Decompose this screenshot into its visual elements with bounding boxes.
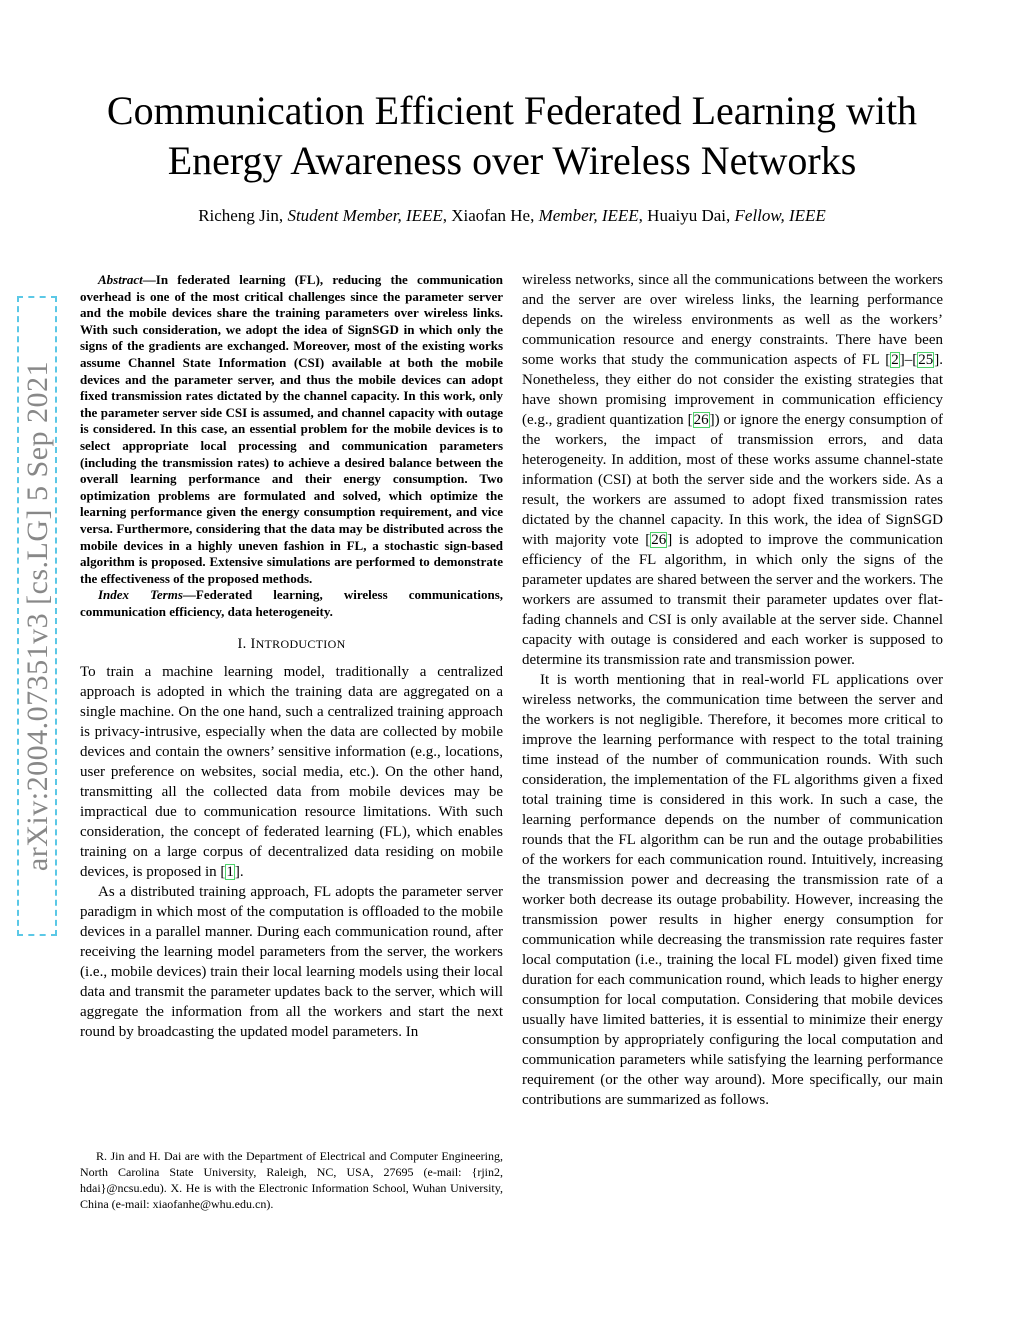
citation-range-dash: – [904, 352, 913, 368]
author-2-affiliation: Member, IEEE [538, 206, 639, 225]
section-title-rest: NTRODUCTION [255, 637, 346, 652]
paper-title [60, 86, 964, 186]
abstract-label: Abstract [98, 272, 143, 287]
author-1: Richeng Jin, [198, 206, 288, 225]
left-column [80, 272, 503, 1042]
intro-paragraph-1: To train a machine learning model, traditionally a centralized approach is adopted in which the training data are aggregated on a single machine. On the one hand, such a centralized training approach is privacy-intrusive, especially when the data are collected by mobile devices and contain the owners’ sensitive information (e.g., locations, user preference on websites, social media, etc.). On the other hand, transmitting all the collected data from mobile devices may be impractical due to communication resource limitations. With such consideration, the concept of federated learning (FL), which enables training on a large corpus of decentralized data residing on mobile devices, is proposed in [1]. [80, 664, 503, 881]
author-3: , Huaiyu Dai, [638, 206, 735, 225]
right-p1-text-c: ) or ignore the energy consumption of the workers, the impact of transmission errors, and data heterogeneity. In addition, most of these works assume channel-state information (CSI) at both the server side and the workers side. As a result, the workers are assumed to adopt fixed transmission rates dictated by the channel capacity. In this work, the idea of SignSGD with majority vote [522, 412, 943, 548]
citation-link[interactable]: 25 [918, 352, 934, 368]
author-1-affiliation: Student Member, IEEE [287, 206, 443, 225]
abstract [80, 272, 503, 587]
author-footnote: R. Jin and H. Dai are with the Department of Electrical and Computer Engineering, North Carolina State University, Raleigh, NC, USA, 27695 (e-mail: {rjin2, hdai}@ncsu.edu). X. He is with the Electronic Information School, Wuhan University, China (e-mail: xiaofanhe@whu.edu.cn). [80, 1149, 503, 1211]
right-p1-text-a: wireless networks, since all the communications between the workers and the server are over wireless links, the learning performance depends on the wireless environments as well as the workers’ communication resource and energy constraints. There have been some works that study the communication aspects of FL [522, 272, 943, 368]
index-terms-text: —Federated learning, wireless communications, communication efficiency, data heterogeneity. [80, 587, 504, 619]
title-line-2: Energy Awareness over Wireless Networks [167, 138, 857, 183]
citation-link[interactable]: 26 [651, 532, 667, 548]
intro-paragraph-2: As a distributed training approach, FL adopts the parameter server paradigm in which most of the computation is offloaded to the mobile devices in a parallel manner. During each communication round, after receiving the learning model parameters from the server, the workers (i.e., mobile devices) train their local learning models using their local data and transmit the parameter updates back to the server, which will aggregate the information from all the workers and start the next round by broadcasting the updated model parameters. In [80, 884, 503, 1041]
intro-p1-end: . [239, 864, 244, 881]
abstract-text: —In federated learning (FL), reducing the communication overhead is one of the most critical challenges since the parameter server and the mobile devices share the training parameters over wireless links. With such consideration, we adopt the idea of SignSGD in which only the signs of the gradients are exchanged. Moreover, most of the existing works assume Channel State Information (CSI) available at both the mobile devices and the parameter server, and thus the mobile devices can adopt fixed transmission rates dictated by the channel capacity. In this work, only the parameter server side CSI is assumed, and channel capacity with outage is considered. In this case, an essential problem for the mobile devices is to select appropriate local processing and communication parameters (including the transmission rates) to achieve a desired balance between the overall learning performance and their energy consumption. Two optimization problems are formulated and solved, which optimize the learning performance given the energy consumption requirement, and vice versa. Furthermore, considering that the data may be distributed across the mobile devices in a highly uneven fashion in FL, a stochastic sign-based algorithm is proposed. Extensive simulations are performed to demonstrate the effectiveness of the proposed methods. [80, 272, 503, 586]
author-list [60, 206, 964, 226]
index-terms-label: Index Terms [98, 587, 183, 603]
intro-p1-text: To train a machine learning model, traditionally a centralized approach is adopted in which the training data are aggregated on a single machine. On the one hand, such a centralized training approach is privacy-intrusive, especially when the data are collected by mobile devices and contain the owners’ sensitive information (e.g., locations, user preference on websites, social media, etc.). On the other hand, transmitting all the collected data from mobile devices may be impractical due to communication resource limitations. With such consideration, the concept of federated learning (FL), which enables training on a large corpus of decentralized data residing on mobile devices, is proposed in [80, 664, 503, 881]
author-2: , Xiaofan He, [442, 206, 539, 225]
section-heading-introduction [80, 634, 503, 654]
citation-link[interactable]: 26 [693, 412, 709, 428]
citation-link[interactable]: 1 [226, 864, 234, 881]
right-column [522, 270, 943, 1110]
index-terms [80, 587, 503, 620]
section-number: I. [237, 636, 251, 653]
arxiv-stamp[interactable]: arXiv:2004.07351v3 [cs.LG] 5 Sep 2021 [17, 296, 57, 936]
right-paragraph-2: It is worth mentioning that in real-world FL applications over wireless networks, the communication time between the server and the workers is not negligible. Therefore, it becomes more critical to improve the learning performance with respect to the total training time instead of the number of communication rounds. With such consideration, the implementation of the FL algorithms given a fixed total training time is considered in this work. In such a case, the learning performance depends on the number of communication rounds that the FL algorithm can be run and the outage probabilities of the workers for each communication round. Intuitively, increasing the transmission power and decreasing the transmission rate of a worker both decrease its outage probability. However, increasing the transmission power results in higher energy consumption for communication while decreasing the transmission rate requires faster local computation (i.e., training the local FL model) given fixed time duration for each communication round, which leads to higher energy consumption for local computation. Considering that mobile devices usually have limited batteries, it is essential to minimize their energy consumption by appropriately configuring the local computation and communication parameters while satisfying the learning performance requirement (or the other way around). More specifically, our main contributions are summarized as follows. [522, 672, 943, 1108]
right-p1-text-b: . Nonetheless, they either do not consider the existing strategies that have shown promising improvement in communication efficiency (e.g., gradient quantization [522, 352, 943, 428]
title-line-1: Communication Efficient Federated Learning with [106, 88, 918, 133]
citation-link[interactable]: 2 [891, 352, 899, 368]
right-p1-text-d: is adopted to improve the communication efficiency of the FL algorithm, in which only the signs of the parameter updates are shared between the server and the workers. The workers are assumed to transmit their parameter updates over flat-fading channels and CSI is only available at the server side. Channel capacity with outage is considered and each worker is supposed to determine its transmission rate and transmission power. [522, 532, 943, 668]
section-title-first: I [250, 636, 256, 653]
author-3-affiliation: Fellow, IEEE [734, 206, 826, 225]
right-paragraph-1: wireless networks, since all the communications between the workers and the server are over wireless links, the learning performance depends on the wireless environments as well as the workers’ communication resource and energy constraints. There have been some works that study the communication aspects of FL [2]–[25]. Nonetheless, they either do not consider the existing strategies that have shown promising improvement in communication efficiency (e.g., gradient quantization [26]) or ignore the energy consumption of the workers, the impact of transmission errors, and data heterogeneity. In addition, most of these works assume channel-state information (CSI) at both the server side and the workers side. As a result, the workers are assumed to adopt fixed transmission rates dictated by the channel capacity. In this work, the idea of SignSGD with majority vote [26] is adopted to improve the communication efficiency of the FL algorithm, in which only the signs of the parameter updates are shared between the server and the workers. The workers are assumed to transmit their parameter updates over flat-fading channels and CSI is only available at the server side. Channel capacity with outage is considered and each worker is supposed to determine its transmission rate and transmission power. [522, 272, 943, 668]
